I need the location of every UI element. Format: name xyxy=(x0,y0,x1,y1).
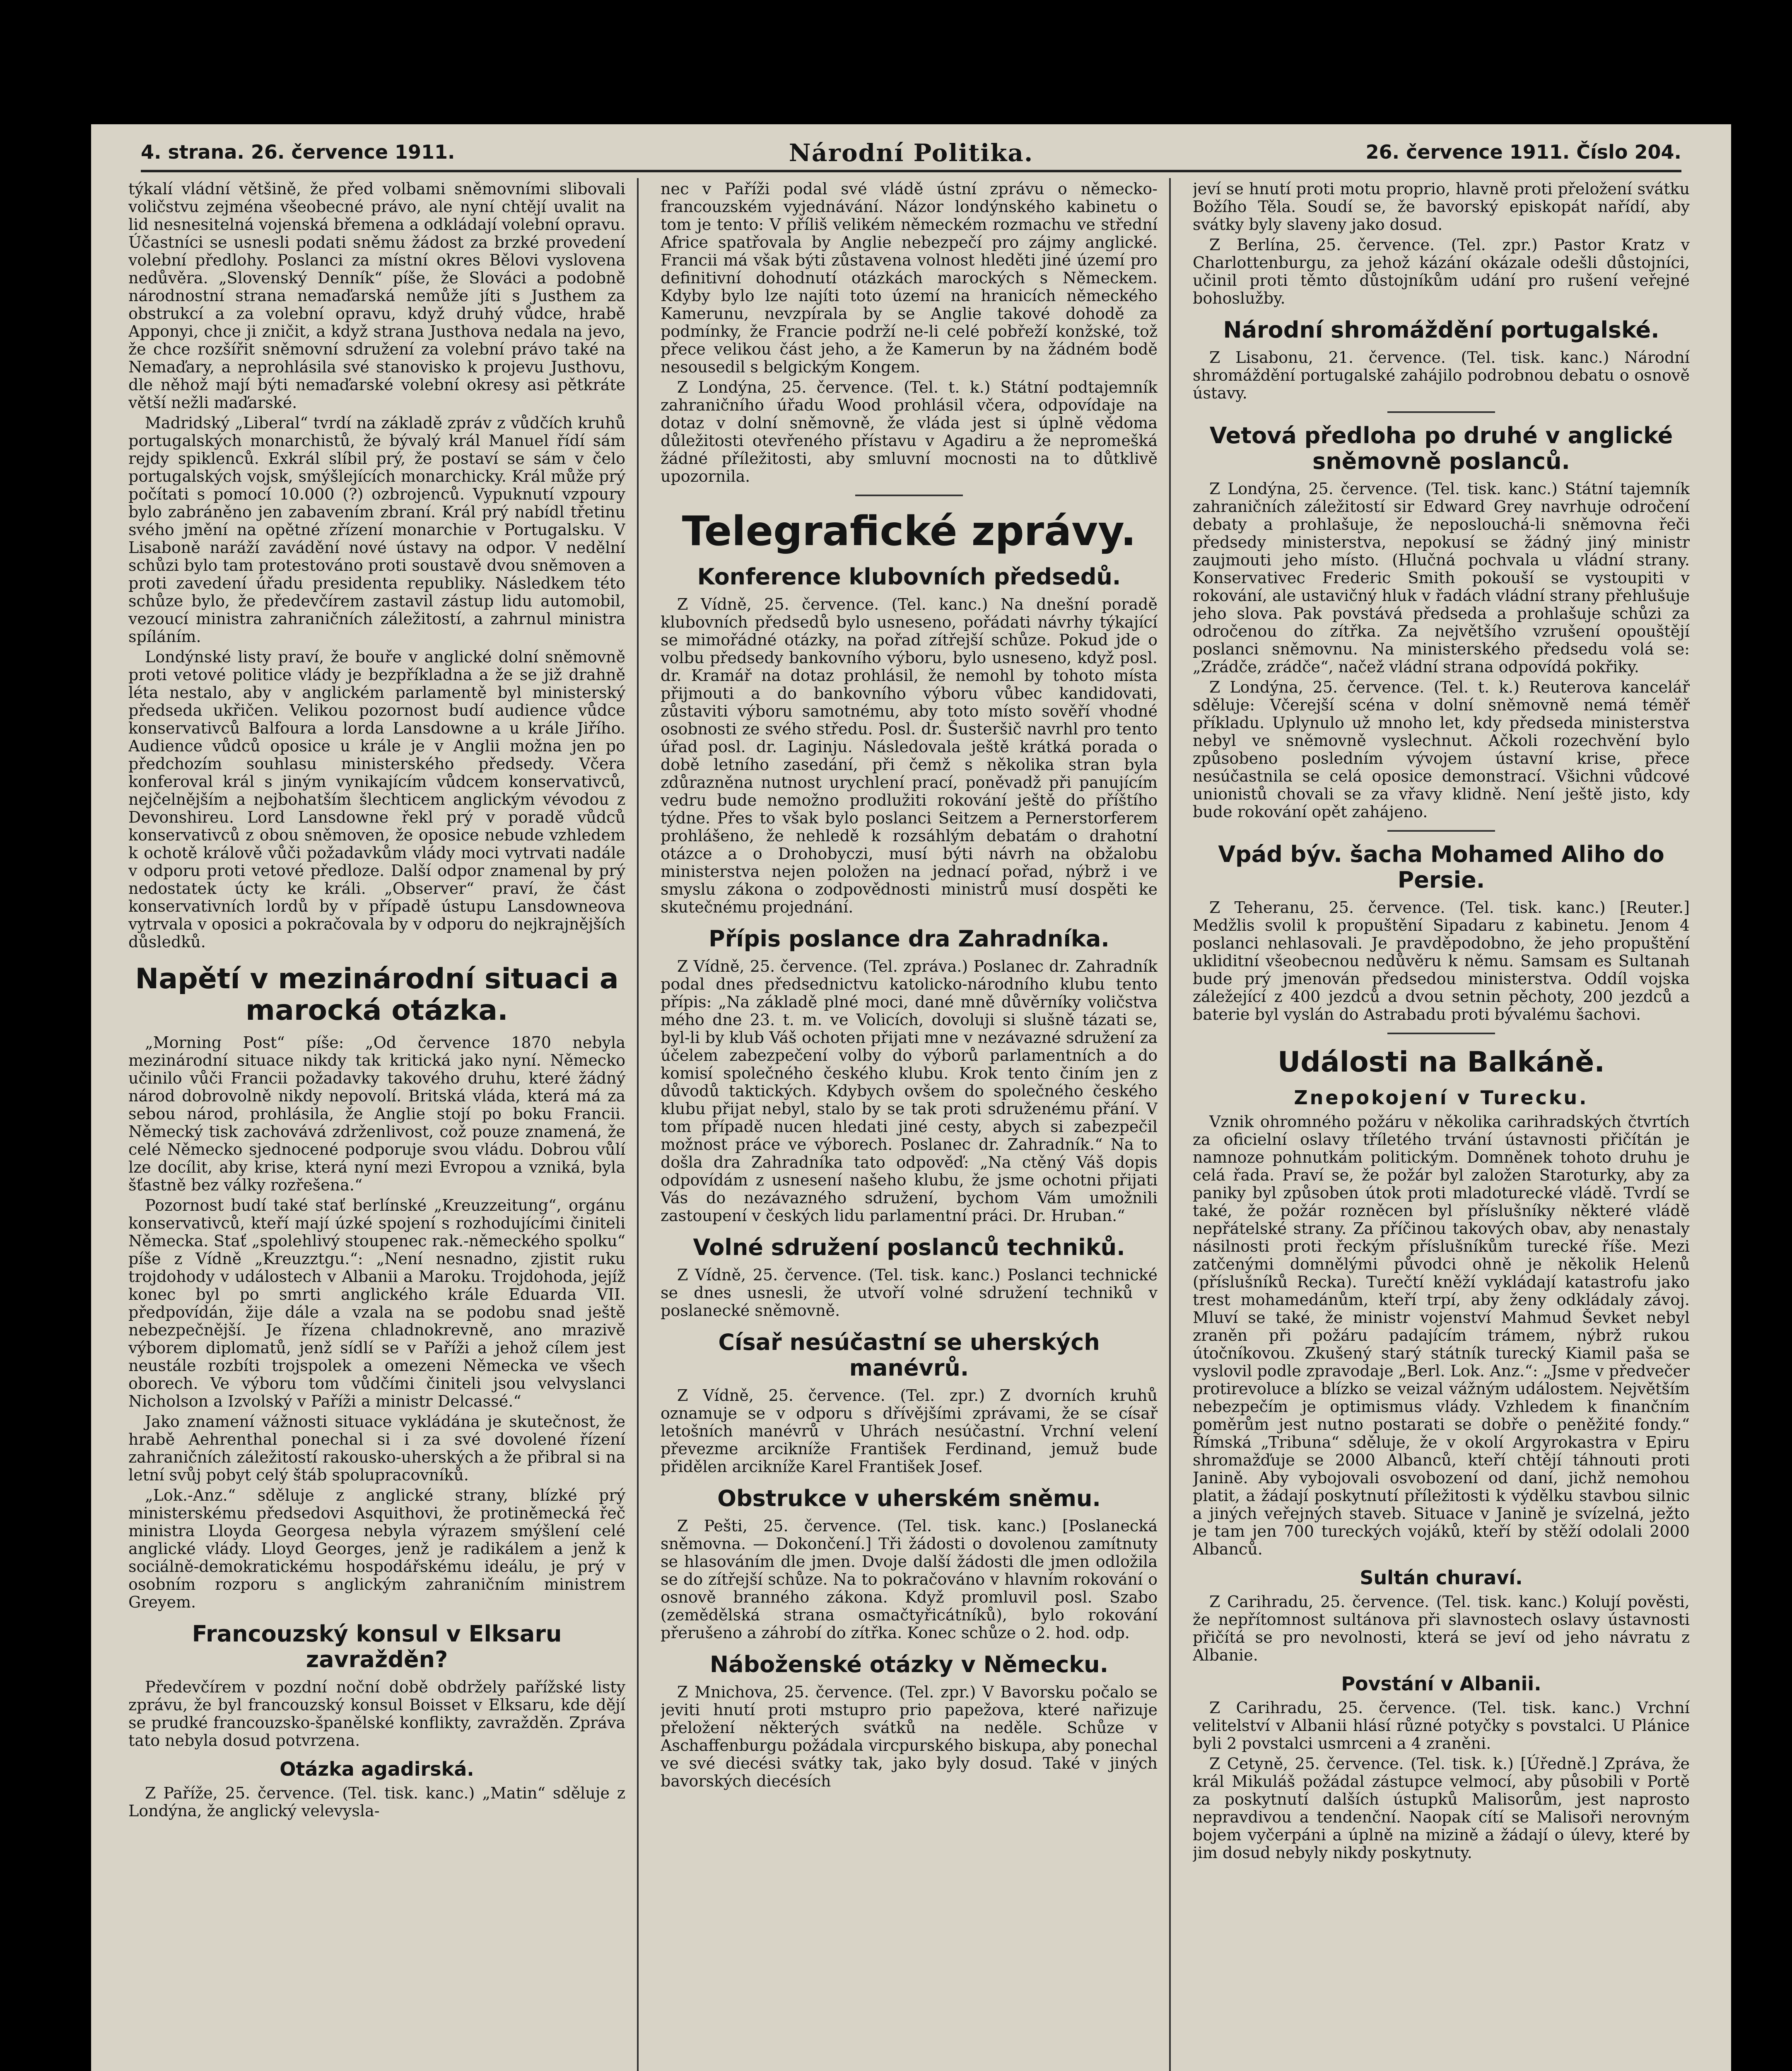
article-paragraph: „Lok.-Anz.“ sděluje z anglické strany, blízké prý ministerskému předsedovi Asquithovi, že protiněmecká řeč ministra Lloyda Georgesa nebyla výrazem smýšlení celé anglické vlády. Lloyd Georges, jenž je radikálem a jenž k sociálně-demokratickému hospodářskému ideálu, je prý v osobním rozporu s anglickým zahraničním ministrem Greyem. xyxy=(128,1486,625,1611)
subheadline-turkey-unrest: Znepokojení v Turecku. xyxy=(1294,1086,1589,1109)
article-paragraph: Z Londýna, 25. července. (Tel. t. k.) Reuterova kancelář sděluje: Včerejší scéna v dolní sněmovně nemá téměř příkladu. Uplynulo už mnoho let, kdy předseda ministerstva nebyl ve sněmovně vyslechnut. Ačkoli rozechvění bylo způsobeno posledním vývojem ústavní krise, přece nesúčastnila se celá oposice demonstrací. Všichni vůdcové unionistů chovali se za vřavy klidně. Není ještě jisto, kdy bude rokování opět zahájeno. xyxy=(1193,678,1690,821)
headline-french-consul: Francouzský konsul v Elksaru zavražděn? xyxy=(192,1621,562,1673)
article-paragraph: Z Lisabonu, 21. července. (Tel. tisk. kanc.) Národní shromáždění portugalské zahájilo podrobnou debatu o osnově ústavy. xyxy=(1193,348,1690,402)
header-right: 26. července 1911. Číslo 204. xyxy=(1365,141,1681,163)
article-paragraph: Z Vídně, 25. července. (Tel. zpr.) Z dvorních kruhů oznamuje se v odporu s dřívějšími zprávami, že se císař letošních manévrů v Uhrách nesúčastní. Vrchní velení převezme arcikníže František Ferdinand, jemuž bude přidělen arcikníže Karel František Josef. xyxy=(661,1386,1158,1476)
article-paragraph: Madridský „Liberal“ tvrdí na základě zpráv z vůdčích kruhů portugalských monarchistů, že bývalý král Manuel řídí sám rejdy spiklenců. Exkrál slíbil prý, že postaví se sám v čelo portugalských vojsk, smýšlejících monarchicky. Král může prý počítati s pomocí 10.000 (?) ozbrojenců. Vypuknutí vzpoury bylo zabráněno jen zabavením zbraní. Král prý nabídl třetinu svého jmění na opětné zřízení monarchie v Portugalsku. V Lisaboně naráží zavádění nové ústavy na odpor. V nedělní schůzi bylo tam protestováno proti soustavě dvou sněmoven a proti zavedení úřadu presidenta republiky. Následkem této schůze bylo, že předevčírem zastavil zástup lidu automobil, vezoucí ministra zahraničních záležitostí, a zahrnul ministra spíláním. xyxy=(128,414,625,646)
article-paragraph: Z Cetyně, 25. července. (Tel. tisk. k.) [Úředně.] Zpráva, že král Mikuláš požádal zástupce velmocí, aby působili v Portě za poskytnutí dalších ústupků Malisorům, jest naprosto nepravdivou a tendenční. Naopak cítí se Malisoři nerovným bojem vyčerpáni a úplně na mizině a žádají o úlevy, které by jim dosud nebyly nikdy poskytnuty. xyxy=(1193,1755,1690,1862)
column-divider-2 xyxy=(1169,178,1171,2071)
headline-portuguese-assembly: Národní shromáždění portugalské. xyxy=(1223,317,1659,343)
article-paragraph: Z Londýna, 25. července. (Tel. t. k.) Státní podtajemník zahraničního úřadu Wood prohlásil včera, odpovídaje na dotaz v dolní sněmovně, že vláda jest si úplně vědoma důležitosti otevřeného přístavu v Agadiru a že nepromešká žádné příležitosti, aby smluvní mocnosti na to důtklivě upozornila. xyxy=(661,378,1158,485)
article-paragraph: jeví se hnutí proti motu proprio, hlavně proti přeložení svátku Božího Těla. Soudí se, že bavorský episkopát nařídí, aby svátky byly slaveny jako dosud. xyxy=(1193,180,1690,234)
subheadline-albania-uprising: Povstání v Albanii. xyxy=(1341,1673,1541,1695)
headline-zahradnik: Přípis poslance dra Zahradníka. xyxy=(709,926,1109,952)
headline-balkans: Události na Balkáně. xyxy=(1277,1046,1605,1079)
section-separator xyxy=(1387,1033,1495,1034)
headline-veto-bill: Vetová předloha po druhé v anglické sněmovně poslanců. xyxy=(1209,422,1673,474)
headline-international-tension: Napětí v mezinárodní situaci a marocká otázka. xyxy=(135,963,619,1027)
article-paragraph: Vznik ohromného požáru v několika carihradských čtvrtích za oficielní oslavy tříletého trvání ústavnosti přičítán je namnoze pohnutkám politickým. Domněnek tohoto druhu je celá řada. Praví se, že požár byl založen Staroturky, aby za paniky byl způsoben útok proti mladoturecké vládě. Tvrdí se také, že požár rozněcen byl příslušníky některé vládě nepřátelské strany. Za příčinou takových obav, aby nenastaly násilnosti proti řeckým příslušníkům turecké říše. Mezi zatčenými domnělými původci ohně je několik Helenů (příslušníků Recka). Turečtí kněží vykládají katastrofu jako trest mohamedánům, kteří trpí, aby ženy odkládaly závoj. Mluví se také, že ministr vojenství Mahmud Ševket nebyl zraněn při požáru padajícím trámem, nýbrž rukou útočníkovou. Zkušený starý státník turecký Kiamil paša se vyslovil podle zpravodaje „Berl. Lok. Anz.“: „Jsme v předvečer protirevoluce a blízko se veizal vážným událostem. Největším nebezpečím je optimismus vlády. Vzhledem k finančním poměrům jest nutno postarati se dobře o peněžité fondy.“ Římská „Tribuna“ sděluje, že v okolí Argyrokastra v Epiru shromažďuje se 2000 Albanců, kteří chtějí táhnouti proti Janině. Aby vybojovali osvobození od daní, jichž nemohou platit, a žádají poskytnutí příležitosti k výdělku stavbou silnic a jiných veřejných staveb. Situace v Janině je svízelná, ježto je tam jen 700 tureckých vojáků, kteří by stěží odolali 2000 Albanců. xyxy=(1193,1113,1690,1558)
scan-edge xyxy=(1731,0,1792,2071)
headline-emperor-maneuvers: Císař nesúčastní se uherských manévrů. xyxy=(718,1329,1100,1381)
column-1 xyxy=(128,180,625,2071)
page-header xyxy=(141,133,1681,172)
article-paragraph: Předevčírem v pozdní noční době obdržely pařížské listy zprávu, že byl francouzský konsul Boisset v Elksaru, kde dějí se prudké francouzsko-španělské konflikty, zavražděn. Zpráva tato nebyla dosud potvrzena. xyxy=(128,1678,625,1750)
article-paragraph: Z Pešti, 25. července. (Tel. tisk. kanc.) [Poslanecká sněmovna. — Dokončení.] Tři žádosti o dovolenou zamítnuty se hlasováním dle jmen. Dvoje další žádosti dle jmen odložila se do zítřejší schůze. Na to pokračováno v hlavním rokování o osnově branného zákona. Když promluvil posl. Szabo (zemědělská strana osmačtyřicátníků), bylo rokování přerušeno a záhrobí do zítřka. Konec schůze o 2. hod. odp. xyxy=(661,1517,1158,1642)
article-paragraph: Pozornost budí také stať berlínské „Kreuzzeitung“, orgánu konservativců, kteří mají úzké spojení s rozhodujícími činiteli Německa. Stať „spolehlivý stoupenec rak.-německého spolku“ píše z Vídně „Kreuzztgu.“: „Není nesnadno, zjistit ruku trojdohody v událostech v Albanii a Maroku. Trojdohoda, jejíž konec byl po smrti anglického krále Eduarda VII. předpovídán, žije dále a vzala na se podobu snad ještě nebezpečnější. Je řízena chladnokrevně, ano mrazivě výborem diplomatů, jenž sídlí se v Paříži a jehož cílem jest neustále rozbíti trojspolek a omezeni Německa ve všech oborech. Ve výboru tom vůdčími činiteli jsou velvyslanci Nicholson a Izvolský v Paříži a ministr Delcassé.“ xyxy=(128,1196,625,1410)
section-separator xyxy=(855,495,963,496)
article-paragraph: Londýnské listy praví, že bouře v anglické dolní sněmovně proti vetové politice vlády je bezpříkladna a že se již drahně léta nestalo, aby v anglickém parlamentě byl ministerský předseda ukřičen. Velikou pozornost budí audience vůdce konservativců Balfoura a lorda Lansdowne a u krále Jiřího. Audience vůdců oposice u krále je v Anglii možna jen po předchozím souhlasu ministerského předsedy. Včera konferoval král s jiným vynikajícím vůdcem konservativců, nejčelnějším a nejbohatším šlechticem anglickým vévodou z Devonshireu. Lord Lansdowne řekl prý v poradě vůdců konservativců z obou sněmoven, že oposice nebude vzhledem k ochotě králově vůči požadavkům vlády moci vytrvati nadále v odporu proti vetové předloze. Další odpor znamenal by prý nedostatek úcty ke králi. „Observer“ praví, že část konservativních lordů by v případě ústupu Lansdowneova vytrvala v oposici a pokračovala by v odporu do nejkrajnějších důsledků. xyxy=(128,648,625,951)
article-paragraph: Z Vídně, 25. července. (Tel. zpráva.) Poslanec dr. Zahradník podal dnes předsednictvu katolicko-národního klubu tento přípis: „Na základě plné moci, dané mně důvěrníky voličstva mého dne 23. t. m. ve Volicích, dovoluji si slušně tázati se, byl-li by klub Váš ochoten přijati mne v nezávazné sdružení za účelem zabezpečení volby do výborů parlamentních a do komisí společného českého klubu. Krok tento činím jen z důvodů taktických. Kdybych ovšem do společného českého klubu přijat nebyl, stalo by se tak proti sdruženému přání. V tom případě nucen hledati jiné cesty, abych si zabezpečil možnost práce ve výborech. Poslanec dr. Zahradník.“ Na to došla dra Zahradníka tato odpověď: „Na ctěný Váš dopis odpovídám z usnesení našeho klubu, že jsme ochotni přijati Vás do nezávazného sdružení, bychom Vám umožnili zastoupení v českých lidu parlamentní práci. Dr. Hruban.“ xyxy=(661,957,1158,1225)
article-paragraph: nec v Paříži podal své vládě ústní zprávu o německo-francouzském vyjednávání. Názor londýnského kabinetu o tom je tento: V příliš velikém německém rozmachu ve střední Africe spatřovala by Anglie nebezpečí pro zájmy anglické. Francii má však býti zůstavena volnost hleděti jiné území pro definitivní dohodnutí otázkách marockých s Německem. Kdyby bylo lze najíti toto území na hranicích německého Kamerunu, nevzpírala by se Anglie takové dohodě za podmínky, že Francie podrží ne-li celé pobřeží konžské, tož přece velikou část jeho, a že Kamerun by na žádném bodě nesousedil s belgickým Kongem. xyxy=(661,180,1158,376)
section-title-telegraphic-news: Telegrafické zprávy. xyxy=(682,508,1136,555)
headline-club-chairs: Konference klubovních předsedů. xyxy=(697,564,1121,590)
headline-hungarian-obstruction: Obstrukce v uherském sněmu. xyxy=(717,1485,1101,1511)
column-3 xyxy=(1193,180,1690,2071)
article-paragraph: Z Carihradu, 25. července. (Tel. tisk. kanc.) Kolují pověsti, že nepřítomnost sultánova při slavnostech oslavy ústavnosti přičítá se pro nevolnosti, která se jeví od jeho návratu z Albanie. xyxy=(1193,1593,1690,1664)
header-left: 4. strana. 26. července 1911. xyxy=(141,141,455,163)
article-paragraph: Z Berlína, 25. července. (Tel. zpr.) Pastor Kratz v Charlottenburgu, za jehož kázání okázale odešli důstojníci, učinil proti těmto důstojníkům udání pro rušení veřejné bohoslužby. xyxy=(1193,236,1690,307)
article-paragraph: Z Carihradu, 25. července. (Tel. tisk. kanc.) Vrchní velitelství v Albanii hlásí různé potyčky s povstalci. U Plánice byli 2 povstalci usmrceni a 4 zraněni. xyxy=(1193,1699,1690,1752)
article-paragraph: Z Londýna, 25. července. (Tel. tisk. kanc.) Státní tajemník zahraničních záležitostí sir Edward Grey navrhuje odročení debaty a prohlašuje, že neposlouchá-li sněmovna řeči předsedy ministerstva, nepokusí se žádný jiný ministr zaujmouti jeho místo. (Hlučná pochvala u vládní strany. Konservativec Frederic Smith pokouší se vystoupiti v rokování, ale ustavičný hluk v řadách vládní strany přehlušuje jeho slova. Pak povstává předseda a prohlašuje schůzi za odročenou do zítřka. Za největšího vzrušení opouštějí poslanci sněmovnu. Na ministerského předsedu volá se: „Zrádče, zrádče“, načež vládní strana odpovídá pokřiky. xyxy=(1193,480,1690,676)
headline-shah-persia: Vpád býv. šacha Mohamed Aliho do Persie. xyxy=(1218,841,1664,893)
article-paragraph: Z Vídně, 25. července. (Tel. kanc.) Na dnešní poradě klubovních předsedů bylo usneseno, pořádati návrhy týkající se mimořádné otázky, na pořad zítřejší schůze. Pokud jde o volbu předsedy bankovního výboru, bylo usneseno, když posl. dr. Kramář na dotaz prohlásil, že nemohl by tohoto místa přijmouti a do bankovního výboru vůbec kandidovati, zůstaviti výboru samotnému, aby toto místo sověří vhodné osobnosti ze svého středu. Posl. dr. Šusteršič navrhl pro tento úřad posl. dr. Laginju. Následovala ještě krátká porada o době letního zasedání, při čemž s několika stran byla zdůrazněna nutnost urychlení prací, poněvadž při panujícím vedru bude nemožno prodlužiti rokování ještě do příštího týdne. Přes to však bylo poslanci Seitzem a Pernerstorferem prohlášeno, že nehledě k rozsáhlým debatám o drahotní otázce a o Drohobyczi, musí býti návrh na obžalobu ministerstva nejen položen na jednací pořad, nýbrž i ve smyslu zákona o zodpovědnosti ministrů musí dospěti ke skutečnému projednání. xyxy=(661,595,1158,916)
newspaper-page xyxy=(91,124,1731,2071)
subheadline-sultan-ill: Sultán churaví. xyxy=(1360,1567,1523,1589)
article-paragraph: Z Paříže, 25. července. (Tel. tisk. kanc.) „Matin“ sděluje z Londýna, že anglický velevysla- xyxy=(128,1784,625,1820)
subheadline-agadir: Otázka agadirská. xyxy=(280,1758,474,1780)
article-paragraph: Z Mnichova, 25. července. (Tel. zpr.) V Bavorsku počalo se jeviti hnutí proti mstupro prio papežova, které nařizuje přeložení některých svátků na neděle. Schůze v Aschaffenburgu požádala vircpurského biskupa, aby ponechal ve své diecési svátky tak, jako byly dosud. Také v jiných bavorských diecésích xyxy=(661,1683,1158,1790)
article-paragraph: Z Vídně, 25. července. (Tel. tisk. kanc.) Poslanci technické se dnes usnesli, že utvoří volné sdružení techniků v poslanecké sněmovně. xyxy=(661,1266,1158,1320)
article-paragraph: Jako znamení vážnosti situace vykládána je skutečnost, že hrabě Aehrenthal ponechal si i za své dovolené řízení zahraničních záležitostí rakousko-uherských a že přibral si na letní svůj pobyt celý štáb spolupracovníků. xyxy=(128,1412,625,1484)
section-separator xyxy=(1387,830,1495,832)
article-paragraph: Z Teheranu, 25. července. (Tel. tisk. kanc.) [Reuter.] Medžlis svolil k propuštění Sipadaru z kabinetu. Jenom 4 poslanci nehlasovali. Je pravděpodobno, že jeho propuštění ukliditní všeobecnou nedůvěru k němu. Samsam es Sultanah bude prý jmenován předsedou ministerstva. Oddíl vojska záležející z 400 jezdců a dvou setnin pěchoty, 200 jezdců a baterie byl vyslán do Astrabadu proti bývalému šachovi. xyxy=(1193,898,1690,1023)
column-divider-1 xyxy=(637,178,639,2071)
article-paragraph: „Morning Post“ píše: „Od července 1870 nebyla mezinárodní situace nikdy tak kritická jako nyní. Německo učinilo vůči Francii požadavky takového druhu, které žádný národ dobrovolně nikdy nepovolí. Britská vláda, která má za sebou národ, prohlásila, že Anglie stojí po boku Francii. Německý tisk zachovává zdrženlivost, což pouze znamená, že celé Německo sjednocené podporuje svou vládu. Dobrou vůlí lze docílit, aby krise, která nyní mezi Evropou a vzniká, byla šťastně bez války rozřešena.“ xyxy=(128,1033,625,1194)
headline-technicians: Volné sdružení poslanců techniků. xyxy=(693,1234,1125,1260)
column-2 xyxy=(661,180,1158,2071)
section-separator xyxy=(1387,411,1495,413)
masthead-title: Národní Politika. xyxy=(789,139,1034,167)
headline-religious-questions: Náboženské otázky v Německu. xyxy=(709,1651,1109,1678)
article-paragraph: týkalí vládní většině, že před volbami sněmovními slibovali voličstvu zejména všeobecné právo, ale nyní chtějí uvalit na lid nesnesitelná vojenská břemena a odkládají volební opravu. Účastníci se usnesli podati sněmu žádost za brzké provedení volební předlohy. Poslanci za místní okres Bělovi vyslovena nedůvěra. „Slovenský Denník“ píše, že Slováci a podobně národnostní strana nemaďarská nemůže jíti s Justhem za obstrukcí a za volební opravu, když druhý vůdce, hrabě Apponyi, chce ji zničit, a když strana Justhova nedala na jevo, že chce rozšířit sněmovní sdružení za volební právo také na Nemaďary, a neprohlásila své stanovisko k projevu Justhovu, dle něhož mají býti nemaďarské volební okresy asi pětkráte větší nežli maďarské. xyxy=(128,180,625,412)
